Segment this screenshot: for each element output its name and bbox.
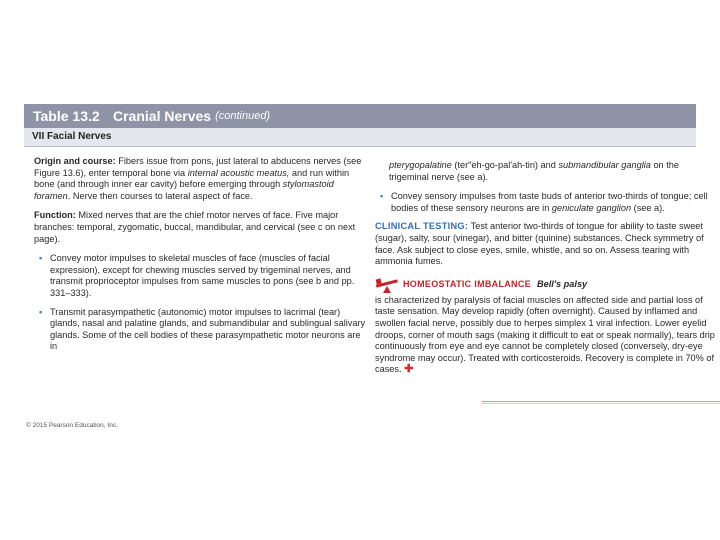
origin-term: internal acoustic meatus, [187, 167, 290, 178]
bullet-icon: • [39, 253, 43, 264]
clinical-testing-text: Test anterior two-thirds of tongue for ability to taste sweet (sugar), salty, sour (vinegar), and bitter (quinine) substances. Check symmetry of face. Ask subject to close eyes, smile, whistle, and so on. Assess tearing with ammonia fumes. [375, 221, 704, 267]
ganglion-term: geniculate ganglion [551, 202, 632, 213]
table-number: Table 13.2 [33, 108, 100, 124]
section-subheader [24, 128, 696, 147]
homeostatic-imbalance-header [375, 276, 720, 294]
list-item-text: Convey motor impulses to skeletal muscles of face (muscles of facial expression), except for chewing muscles served by trigeminal nerves, and transmit proprioceptor impulses from same muscles to pons (see b and pp. 331–333). [50, 253, 355, 298]
origin-text: and run within bone (and through inner ear cavity) before emerging through [34, 167, 350, 190]
list-item-text: (see a). [631, 202, 665, 213]
right-column [375, 160, 720, 376]
copyright: © 2015 Pearson Education, Inc. [26, 422, 118, 429]
function-paragraph [34, 210, 369, 245]
clinical-testing-label: CLINICAL TESTING: [375, 221, 469, 232]
bullet-icon: • [380, 191, 384, 202]
origin-paragraph [34, 156, 369, 202]
function-text: Mixed nerves that are the chief motor nerves of face. Five major branches: temporal, zygomatic, buccal, mandibular, and cervical (see c on next page). [34, 210, 356, 244]
list-item-text: Convey sensory impulses from taste buds of anterior two-thirds of tongue; cell bodies of these sensory neurons are in [391, 191, 708, 213]
bells-palsy-term: Bell's palsy [536, 278, 588, 289]
function-label: Function: [34, 210, 76, 221]
homeostatic-imbalance-body: is characterized by paralysis of facial muscles on affected side and partial loss of taste sensation. May develop rapidly (often overnight). Caused by inflamed and swollen facial nerve, possibly due to herpes simplex 1 viral infection. Lower eyelid droops, corner of mouth sags (making it difficult to eat or speak normally), tears drip continuously from eye and eye cannot be completely closed (conversely, dry-eye syndrome may occur). Treated with corticosteroids. Recovery is complete in 70% of cases. [375, 294, 715, 375]
table-continued: (continued) [215, 110, 271, 122]
list-item-text: Transmit parasympathetic (autonomic) motor impulses to lacrimal (tear) glands, nasal and palatine glands, and submandibular and sublingual salivary glands. Some of the cell bodies of these parasympathetic motor neurons are in [50, 306, 366, 352]
list-item [375, 191, 720, 214]
origin-text: . Nerve then courses to lateral aspect of face. [67, 190, 253, 201]
origin-text: Fibers issue from pons, just lateral to abducens nerves (see Figure 13.6), enter temporal bone via [34, 156, 362, 178]
homeostatic-imbalance-text [375, 295, 720, 376]
divider [482, 401, 720, 404]
bullet-icon: • [39, 306, 43, 317]
list-item [34, 253, 369, 299]
continued-text-part: (ter″eh-go-pal′ah-tin) and [451, 160, 559, 170]
left-column [34, 156, 369, 360]
ganglion-term: submandibular ganglia [558, 160, 651, 170]
ganglion-term: pterygopalatine [389, 160, 452, 170]
origin-label: Origin and course: [34, 156, 116, 166]
table-title: Cranial Nerves [113, 108, 212, 124]
seesaw-icon [375, 276, 399, 294]
clinical-testing-paragraph [375, 221, 720, 267]
section-title: VII Facial Nerves [32, 131, 112, 142]
list-item [34, 307, 369, 353]
continued-text-part: on the trigeminal nerve (see a). [389, 160, 679, 182]
table-header-bar [24, 104, 696, 128]
continued-text [375, 160, 720, 183]
origin-term: stylomastoid foramen [34, 179, 334, 201]
plus-icon: ✚ [404, 363, 414, 376]
homeostatic-imbalance-label: HOMEOSTATIC IMBALANCE [403, 278, 531, 289]
